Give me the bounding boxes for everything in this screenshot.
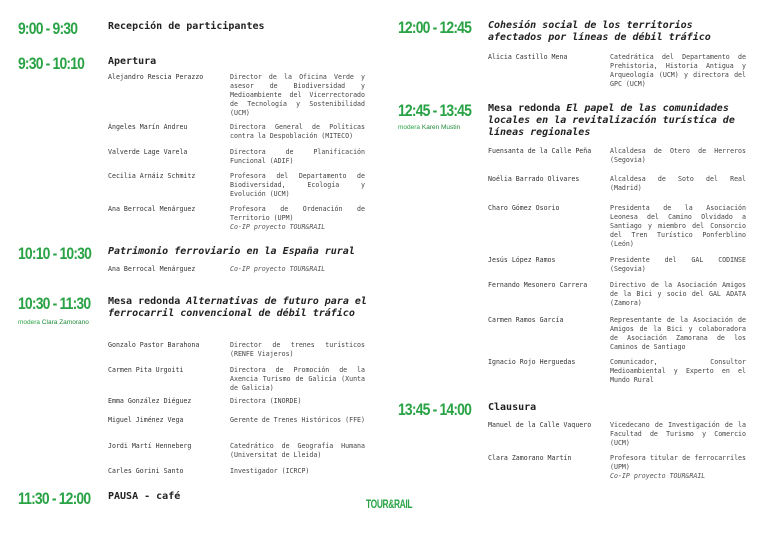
session-title: PAUSA - café bbox=[108, 491, 181, 502]
participant-name: Gonzalo Pastor Barahona bbox=[108, 341, 200, 349]
session-title-plain: Mesa redonda bbox=[488, 103, 567, 114]
session-time: 9:00 - 9:30 bbox=[18, 19, 78, 38]
participant-name: Ignacio Rojo Herguedas bbox=[488, 358, 576, 366]
participant-name: Ana Berrocal Menárguez bbox=[108, 205, 196, 213]
participant-name: Jesús López Ramos bbox=[488, 256, 556, 264]
participant-name: Emma González Diéguez bbox=[108, 397, 192, 405]
participant-role: Directora (INORDE) bbox=[230, 397, 302, 405]
participant-role: Catedrática del Departamento de Prehistoria, Historia Antigua y Arqueología (UCM) y directora del GPC (UCM) bbox=[610, 53, 746, 88]
participant-name: Clara Zamorano Martín bbox=[488, 454, 572, 462]
participant-role: Representante de la Asociación de Amigos de la Bici y colaboradora de Asociación Zamorana de los Caminos de Santiago bbox=[610, 316, 746, 351]
session-title bbox=[488, 20, 750, 44]
participant-role: Profesora del Departamento de Biodiversidad, Ecología y Evolución (UCM) bbox=[230, 172, 365, 198]
moderator-prefix: modera bbox=[398, 124, 421, 131]
participant-note: Co-IP proyecto TOUR&RAIL bbox=[230, 223, 326, 231]
participant-name: Miguel Jiménez Vega bbox=[108, 416, 184, 424]
participant-role: Directivo de la Asociación Amigos de la Bici y socio del GAL ADATA (Zamora) bbox=[610, 281, 746, 307]
participant-role: Director de trenes turísticos (RENFE Viajeros) bbox=[230, 341, 365, 358]
participant-note: Co-IP proyecto TOUR&RAIL bbox=[230, 265, 326, 273]
participant-note: Co-IP proyecto TOUR&RAIL bbox=[610, 472, 706, 480]
participant-name: Alicia Castillo Mena bbox=[488, 53, 568, 61]
participant-name: Ana Berrocal Menárguez bbox=[108, 265, 196, 273]
session-time: 12:45 - 13:45 bbox=[398, 101, 472, 120]
session-time: 13:45 - 14:00 bbox=[398, 400, 472, 419]
participant-role: Gerente de Trenes Históricos (FFE) bbox=[230, 416, 365, 424]
session-title-em: Cohesión social de los territorios afectados por líneas de débil tráfico bbox=[488, 20, 711, 43]
moderator-name: Clara Zamorano bbox=[41, 319, 89, 326]
participant-name: Valverde Lage Varela bbox=[108, 148, 188, 156]
session-title-em: Alternativas de futuro para el ferrocarril convencional de débil tráfico bbox=[108, 296, 367, 319]
participant-role: Directora de Promoción de la Axencia Turismo de Galicia (Xunta de Galicia) bbox=[230, 366, 365, 392]
participant-role: Directora General de Políticas contra la Despoblación (MITECO) bbox=[230, 123, 365, 140]
participant-name: Alejandro Rescia Perazzo bbox=[108, 73, 204, 81]
participant-role bbox=[230, 205, 365, 232]
participant-role: Director de la Oficina Verde y asesor de Biodiversidad y Medioambiente del Vicerrectorado de Tecnología y Sostenibilidad (UCM) bbox=[230, 73, 365, 117]
participant-role: Catedrático de Geografía Humana (Universitat de Lleida) bbox=[230, 442, 365, 459]
participant-role: Directora de Planificación Funcional (ADIF) bbox=[230, 148, 365, 165]
session-title bbox=[488, 103, 750, 139]
tour-rail-logo: TOUR&RAIL bbox=[366, 497, 413, 511]
moderator-prefix: modera bbox=[18, 319, 41, 326]
participant-name: Fernando Mesonero Carrera bbox=[488, 281, 588, 289]
participant-name: Jordi Martí Henneberg bbox=[108, 442, 192, 450]
participant-role: Presidenta de la Asociación Leonesa del Camino Olvidado a Santiago y miembro del Consorcio del Tren Turístico Ponferblino (León) bbox=[610, 204, 746, 248]
participant-name: Carmen Pita Urgoiti bbox=[108, 366, 184, 374]
session-title: Apertura bbox=[108, 56, 157, 67]
participant-name: Ángeles Marín Andreu bbox=[108, 123, 188, 131]
participant-role: Investigador (ICRCP) bbox=[230, 467, 310, 475]
participant-role-text: Profesora titular de ferrocarriles (UPM) bbox=[610, 454, 746, 471]
participant-role-text: Profesora de Ordenación de Territorio (UPM) bbox=[230, 205, 365, 222]
participant-name: Noélia Barrado Olivares bbox=[488, 175, 580, 183]
session-time: 10:30 - 11:30 bbox=[18, 294, 91, 313]
participant-name: Charo Gómez Osorio bbox=[488, 204, 560, 212]
session-time: 11:30 - 12:00 bbox=[18, 489, 91, 508]
participant-name: Carles Gorini Santo bbox=[108, 467, 184, 475]
session-title-em: Patrimonio ferroviario en la España rural bbox=[108, 246, 355, 257]
session-time: 9:30 - 10:10 bbox=[18, 54, 85, 73]
participant-role: Presidente del GAL CODINSE (Segovia) bbox=[610, 256, 746, 273]
participant-name: Carmen Ramos García bbox=[488, 316, 564, 324]
participant-role: Alcaldesa de Otero de Herreros (Segovia) bbox=[610, 147, 746, 164]
participant-name: Manuel de la Calle Vaquero bbox=[488, 421, 592, 429]
session-time: 12:00 - 12:45 bbox=[398, 18, 472, 37]
session-title bbox=[108, 246, 368, 258]
moderator-label bbox=[398, 124, 460, 131]
session-title bbox=[108, 296, 368, 320]
participant-role bbox=[230, 265, 365, 274]
session-title: Recepción de participantes bbox=[108, 21, 265, 32]
session-title-em: El papel de las comunidades locales en la revitalización turística de líneas regionales bbox=[488, 103, 735, 138]
participant-name: Cecilia Arnáiz Schmitz bbox=[108, 172, 196, 180]
participant-role bbox=[610, 454, 746, 481]
session-title: Clausura bbox=[488, 402, 537, 413]
participant-name: Fuensanta de la Calle Peña bbox=[488, 147, 592, 155]
participant-role: Comunicador, Consultor Medioambiental y Experto en el Mundo Rural bbox=[610, 358, 746, 384]
participant-role: Alcaldesa de Soto del Real (Madrid) bbox=[610, 175, 746, 192]
moderator-label bbox=[18, 319, 89, 326]
session-time: 10:10 - 10:30 bbox=[18, 244, 92, 263]
participant-role: Vicedecano de Investigación de la Facultad de Turismo y Comercio (UCM) bbox=[610, 421, 746, 447]
session-title-plain: Mesa redonda bbox=[108, 296, 187, 307]
moderator-name: Karen Mustin bbox=[421, 124, 461, 131]
